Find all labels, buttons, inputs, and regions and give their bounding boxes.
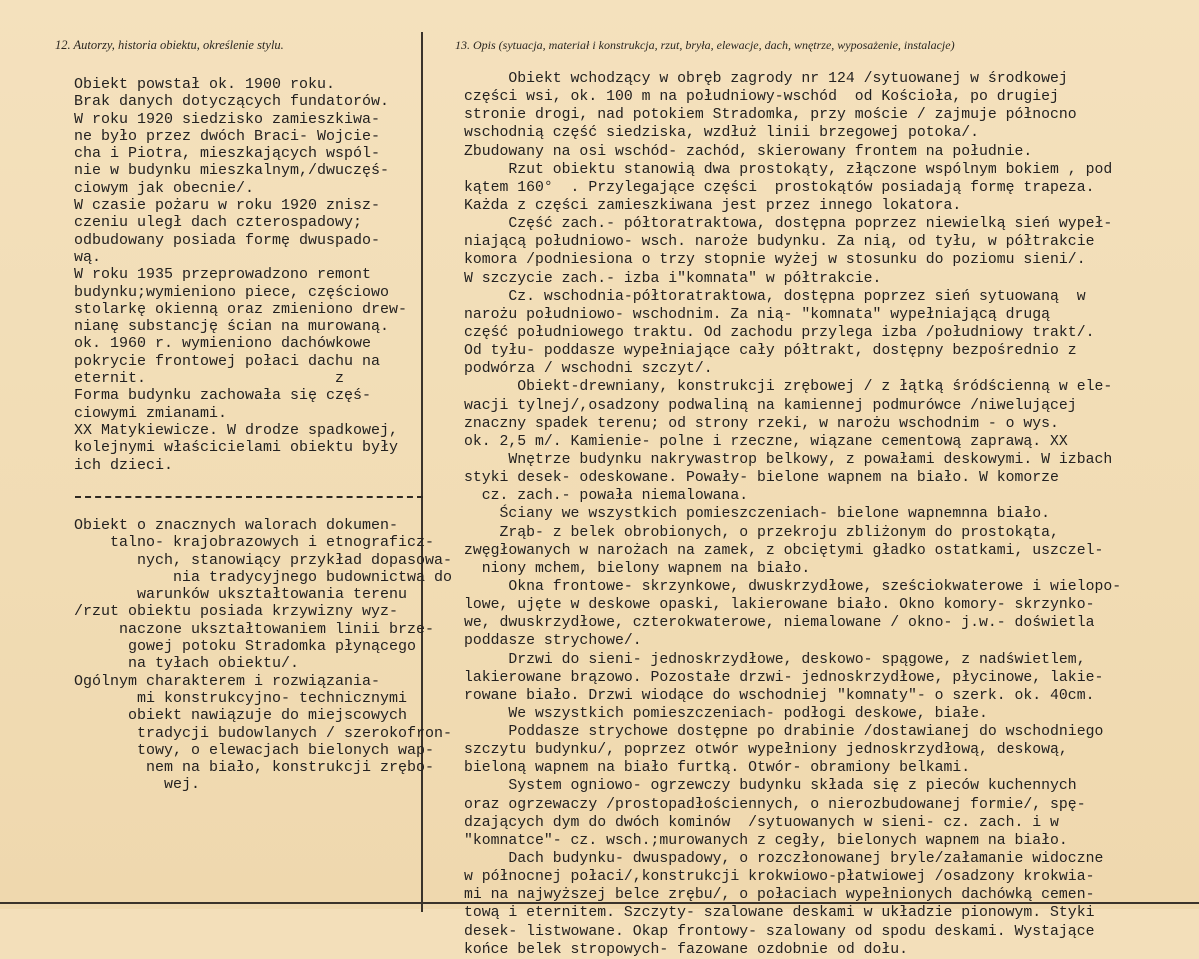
text-line: towy, o elewacjach bielonych wap- (74, 741, 435, 759)
text-line: Od tyłu- poddasze wypełniające cały półtrakt, dostępny bezpośrednio z (464, 343, 1077, 360)
text-line: szczytu budynku/, poprzez otwór wypełniony jednoskrzydłową, deskową, (464, 742, 1068, 759)
text-line: Obiekt powstał ok. 1900 roku. (74, 76, 336, 93)
text-line: komora /podniesiona o trzy stopnie wyżej w stosunku do poziomu sieni/. (464, 252, 1086, 269)
text-line: w północnej połaci/,konstrukcji krokwiowo-płatwiowej /osadzony krokwia- (464, 869, 1095, 886)
text-line: stolarkę okienną oraz zmieniono drew- (74, 300, 408, 318)
text-line: końce belek stropowych- fazowane ozdobnie od dołu. (464, 941, 908, 958)
text-line: nie w budynku mieszkalnym,/dwuczęś- (74, 162, 390, 180)
text-line: desek- listwowane. Okap frontowy- szalowany od spodu deskami. Wystające (464, 923, 1095, 940)
text-line: ich dzieci. (74, 456, 174, 474)
text-line: Cz. wschodnia-półtoratraktowa, dostępna poprzez sień sytuowaną w (464, 288, 1086, 305)
text-line: wschodnią część siedziska, wzdłuż linii brzegowej potoka/. (464, 125, 980, 142)
text-line: tową i eternitem. Szczyty- szalowane deskami w układzie pionowym. Styki (464, 905, 1095, 922)
text-line: kątem 160° . Przylegające części prostokątów posiadają formę trapeza. (464, 179, 1095, 196)
text-line: ok. 1960 r. wymieniono dachówkowe (74, 335, 372, 353)
text-line: we, dwuskrzydłowe, czterokwaterowe, niemalowane / okno- j.w.- doświetla (464, 615, 1095, 632)
text-line: poddasze strychowe/. (464, 633, 642, 650)
text-line: Każda z części zamieszkiwana jest przez innego lokatora. (464, 197, 962, 214)
text-line: XX Matykiewicze. W drodze spadkowej, (74, 421, 399, 439)
text-line: Brak danych dotyczących fundatorów. (74, 93, 390, 111)
text-line: tradycji budowlanych / szerokofron- (74, 724, 453, 742)
text-line: znaczny spadek terenu; od strony rzeki, w narożu wschodnim - o wys. (464, 415, 1059, 432)
text-line: lowe, ujęte w deskowe opaski, lakierowane biało. Okno komory- skrzynko- (464, 597, 1095, 614)
text-line: mi konstrukcyjno- technicznymi (74, 689, 408, 707)
text-line: Ogólnym charakterem i rozwiązania- (74, 672, 381, 690)
text-line: warunków ukształtowania terenu (74, 586, 408, 604)
text-line: ok. 2,5 m/. Kamienie- polne i rzeczne, wiązane cementową zaprawą. XX (464, 433, 1068, 450)
text-line: Ściany we wszystkich pomieszczeniach- bielone wapnemnna biało. (464, 506, 1051, 523)
text-line: niającą południowo- wsch. naroże budynku. Za nią, od tyłu, w półtrakcie (464, 234, 1095, 251)
section-13-header: 13. Opis (sytuacja, materiał i konstrukcja, rzut, bryła, elewacje, dach, wnętrze, wyposażenie, instalacje) (455, 38, 955, 52)
text-line: nia tradycyjnego budownictwa do (74, 568, 453, 586)
text-line: kolejnymi właścicielami obiektu były (74, 439, 399, 457)
text-line: Wnętrze budynku nakrywastrop belkowy, z powałami deskowymi. W izbach (464, 451, 1113, 468)
text-line: We wszystkich pomieszczeniach- podłogi deskowe, białe. (464, 705, 988, 722)
text-line: czeniu uległ dach czterospadowy; (74, 214, 363, 232)
text-line: W szczycie zach.- izba i"komnata" w półtrakcie. (464, 270, 882, 287)
text-line: na tyłach obiektu/. (74, 655, 300, 673)
text-line: bieloną wapnem na biało furtką. Otwór- obramiony belkami. (464, 760, 971, 777)
text-line: nem na biało, konstrukcji zrębo- (74, 759, 435, 777)
text-line: Zrąb- z belek obrobionych, o przekroju zbliżonym do prostokąta, (464, 524, 1059, 541)
text-line: oraz ogrzewaczy /prostopadłościennych, o nierozbudowanej formie/, spę- (464, 796, 1086, 813)
text-line: "komnatce"- cz. wsch.;murowanych z cegły, bielonych wapnem na biało. (464, 832, 1068, 849)
text-line: eternit. z (74, 370, 345, 388)
text-line: część południowego traktu. Od zachodu przylega izba /południowy trakt/. (464, 324, 1095, 341)
text-line: części wsi, ok. 100 m na południowy-wschód od Kościoła, po drugiej (464, 89, 1059, 106)
text-line: ciowymi zmianami. (74, 404, 228, 422)
text-line: Obiekt-drewniany, konstrukcji zrębowej / z łątką śródścienną w ele- (464, 379, 1113, 396)
text-line: niony mchem, bielony wapnem na biało. (464, 560, 811, 577)
description-text (464, 70, 1121, 959)
text-line: zwęgłowanych w narożach na zamek, z obciętymi gładko ostatkami, uszczel- (464, 542, 1104, 559)
text-line: W czasie pożaru w roku 1920 znisz- (74, 197, 381, 215)
text-line: Zbudowany na osi wschód- zachód, skierowany frontem na południe. (464, 143, 1033, 160)
text-line: obiekt nawiązuje do miejscowych (74, 707, 408, 725)
text-line: pokrycie frontowej połaci dachu na (74, 352, 381, 370)
text-line: stronie drogi, nad potokiem Stradomka, przy moście / zajmuje północno (464, 107, 1077, 124)
text-line: wą. (74, 248, 102, 266)
text-line: W roku 1935 przeprowadzono remont (74, 266, 372, 284)
text-line: odbudowany posiada formę dwuspado- (74, 231, 381, 249)
dashed-separator (75, 496, 423, 498)
text-line: rowane biało. Drzwi wiodące do wschodniej "komnaty"- o szerk. ok. 40cm. (464, 687, 1095, 704)
text-line: Obiekt o znacznych walorach dokumen- (74, 517, 399, 534)
history-text (74, 76, 407, 474)
text-line: Rzut obiektu stanowią dwa prostokąty, złączone wspólnym bokiem , pod (464, 161, 1113, 178)
text-line: styki desek- odeskowane. Powały- bielone wapnem na biało. W komorze (464, 470, 1059, 487)
text-line: narożu południowo- wschodnim. Za nią- "komnata" wypełniającą drugą (464, 306, 1051, 323)
text-line: mi na najwyższej belce zrębu/, o połaciach wypełnionych dachówką cemen- (464, 887, 1095, 904)
text-line: nych, stanowiący przykład dopasowa- (74, 551, 453, 569)
text-line: wacji tylnej/,osadzony podwaliną na kamiennej podmurówce /niwelującej (464, 397, 1077, 414)
text-line: dzających dym do dwóch kominów /sytuowanych w sieni- cz. zach. i w (464, 814, 1059, 831)
text-line: System ogniowo- ogrzewczy budynku składa się z pieców kuchennych (464, 778, 1077, 795)
text-line: gowej potoku Stradomka płynącego (74, 638, 417, 656)
text-line: wej. (74, 776, 201, 794)
text-line: cha i Piotra, mieszkających wspól- (74, 145, 381, 163)
text-line: podwórza / wschodni szczyt/. (464, 361, 713, 378)
style-assessment-text (74, 517, 452, 794)
text-line: Okna frontowe- skrzynkowe, dwuskrzydłowe, sześciokwaterowe i wielopo- (464, 578, 1122, 595)
text-line: budynku;wymieniono piece, częściowo (74, 283, 390, 301)
text-line: /rzut obiektu posiada krzywizny wyz- (74, 603, 399, 621)
text-line: Część zach.- półtoratraktowa, dostępna poprzez niewielką sień wypeł- (464, 216, 1113, 233)
text-line: Forma budynku zachowała się częś- (74, 387, 372, 405)
text-line: Drzwi do sieni- jednoskrzydłowe, deskowo- spągowe, z nadświetlem, (464, 651, 1086, 668)
text-line: lakierowane brązowo. Pozostałe drzwi- jednoskrzydłowe, płycinowe, lakie- (464, 669, 1104, 686)
text-line: ciowym jak obecnie/. (74, 179, 255, 197)
text-line: W roku 1920 siedzisko zamieszkiwa- (74, 110, 381, 128)
text-line: Dach budynku- dwuspadowy, o rozczłonowanej bryle/załamanie widoczne (464, 851, 1104, 868)
text-line: ne było przez dwóch Braci- Wojcie- (74, 127, 381, 145)
text-line: Poddasze strychowe dostępne po drabinie /dostawianej do wschodniego (464, 724, 1104, 741)
text-line: talno- krajobrazowych i etnograficz- (74, 534, 435, 552)
text-line: Obiekt wchodzący w obręb zagrody nr 124 /sytuowanej w środkowej (464, 71, 1068, 87)
text-line: nianę substancję ścian na murowaną. (74, 318, 390, 336)
text-line: naczone ukształtowaniem linii brze- (74, 620, 435, 638)
section-12-header: 12. Autorzy, historia obiektu, określenie stylu. (55, 38, 284, 52)
text-line: cz. zach.- powała niemalowana. (464, 488, 749, 505)
